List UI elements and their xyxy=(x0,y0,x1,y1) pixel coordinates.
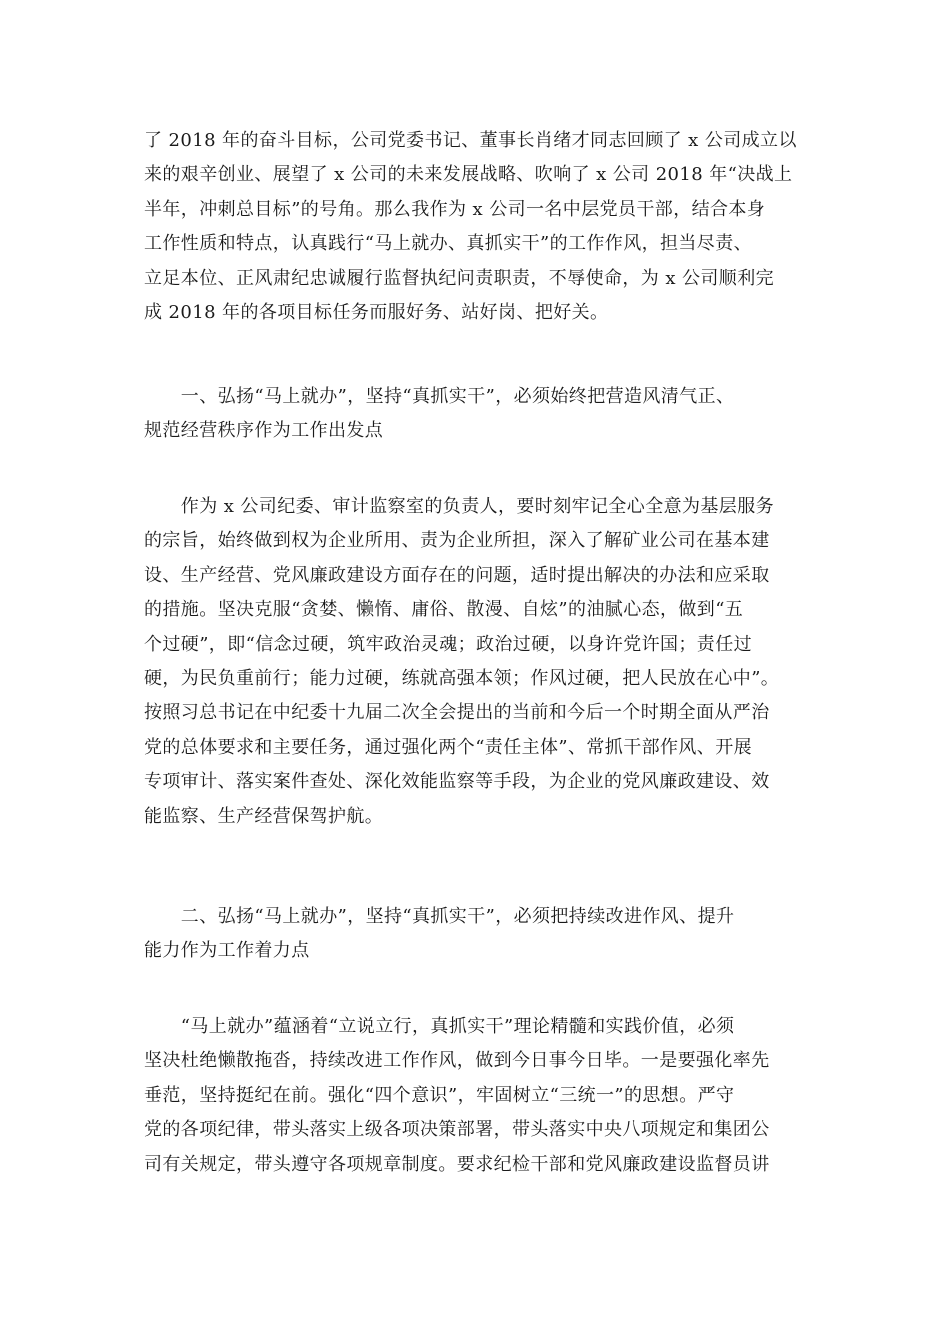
paragraph-body-2 xyxy=(144,1010,808,1182)
paragraph-intro-continued xyxy=(144,124,808,330)
text-line: “马上就办”蕴涵着“立说立行，真抓实干”理论精髓和实践价值，必须 xyxy=(144,1016,735,1037)
text-line: 规范经营秩序作为工作出发点 xyxy=(144,420,384,442)
text-line: 立足本位、正风肃纪忠诚履行监督执纪问责职责，不辱使命，为 x 公司顺利完 xyxy=(144,267,774,289)
text-line: 二、弘扬“马上就办”，坚持“真抓实干”，必须把持续改进作风、提升 xyxy=(144,906,735,927)
text-line: 的宗旨，始终做到权为企业所用、责为企业所担，深入了解矿业公司在基本建 xyxy=(144,530,770,552)
text-line: 设、生产经营、党风廉政建设方面存在的问题，适时提出解决的办法和应采取 xyxy=(144,564,770,586)
text-line: 硬，为民负重前行；能力过硬，练就高强本领；作风过硬，把人民放在心中”。 xyxy=(144,668,780,690)
paragraph-body-1 xyxy=(144,490,808,834)
text-line: 专项审计、落实案件查处、深化效能监察等手段，为企业的党风廉政建设、效 xyxy=(144,771,770,793)
text-line: 司有关规定，带头遵守各项规章制度。要求纪检干部和党风廉政建设监督员讲 xyxy=(144,1153,770,1175)
text-line: 成 2018 年的各项目标任务而服好务、站好岗、把好关。 xyxy=(144,302,609,324)
text-line: 作为 x 公司纪委、审计监察室的负责人，要时刻牢记全心全意为基层服务 xyxy=(144,496,774,517)
text-line: 按照习总书记在中纪委十九届二次全会提出的当前和今后一个时期全面从严治 xyxy=(144,702,770,724)
text-line: 个过硬”，即“信念过硬，筑牢政治灵魂；政治过硬，以身许党许国；责任过 xyxy=(144,633,753,655)
text-line: 坚决杜绝懒散拖沓，持续改进工作作风，做到今日事今日毕。一是要强化率先 xyxy=(144,1050,770,1072)
text-line: 党的各项纪律，带头落实上级各项决策部署，带头落实中央八项规定和集团公 xyxy=(144,1119,770,1141)
text-line: 的措施。坚决克服“贪婪、懒惰、庸俗、散漫、自炫”的油腻心态，做到“五 xyxy=(144,599,744,621)
text-line: 垂范，坚持挺纪在前。强化“四个意识”，牢固树立“三统一”的思想。严守 xyxy=(144,1084,735,1106)
section-heading-2 xyxy=(144,900,808,969)
section-heading-1 xyxy=(144,380,808,449)
text-line: 半年，冲刺总目标”的号角。那么我作为 x 公司一名中层党员干部，结合本身 xyxy=(144,198,766,220)
text-line: 一、弘扬“马上就办”，坚持“真抓实干”，必须始终把营造风清气正、 xyxy=(144,386,735,407)
text-line: 了 2018 年的奋斗目标，公司党委书记、董事长肖绪才同志回顾了 x 公司成立以 xyxy=(144,130,797,151)
text-line: 能监察、生产经营保驾护航。 xyxy=(144,805,384,827)
text-line: 能力作为工作着力点 xyxy=(144,940,310,962)
text-line: 工作性质和特点，认真践行“马上就办、真抓实干”的工作作风，担当尽责、 xyxy=(144,233,753,255)
text-line: 党的总体要求和主要任务，通过强化两个“责任主体”、常抓干部作风、开展 xyxy=(144,736,753,758)
text-line: 来的艰辛创业、展望了 x 公司的未来发展战略、吹响了 x 公司 2018 年“决战上 xyxy=(144,164,793,186)
